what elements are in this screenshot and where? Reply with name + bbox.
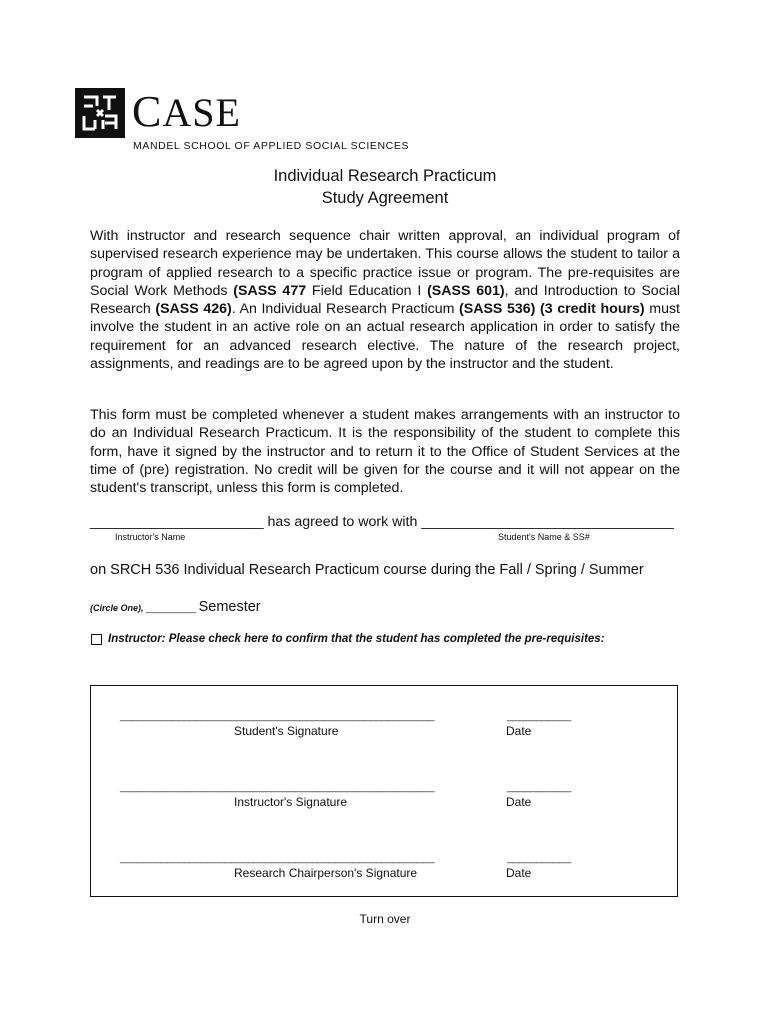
semester-field[interactable]: __________ [143, 603, 199, 613]
turn-over-note: Turn over [359, 912, 411, 926]
chair-signature-field[interactable]: ______________________________________________________ [120, 852, 435, 864]
student-name-field[interactable]: ________________________________ [421, 514, 674, 530]
instructor-name-field[interactable]: ______________________ [90, 514, 264, 530]
student-signature-label: Student's Signature [234, 724, 339, 738]
instructor-date-field[interactable]: ___________ [507, 781, 571, 793]
student-date-field[interactable]: ___________ [507, 710, 571, 722]
logo-wordmark: CASE [132, 87, 241, 136]
chair-signature-label: Research Chairperson's Signature [234, 866, 418, 880]
school-name: MANDEL SCHOOL OF APPLIED SOCIAL SCIENCES [133, 140, 410, 152]
page-subtitle: Study Agreement [321, 189, 449, 207]
chair-date-field[interactable]: ___________ [507, 852, 571, 864]
intro-paragraph: With instructor and research sequence chair written approval, an individual program of supervised research experience may be undertaken. This course allows the student to tailor a program of applied research to a specific practice issue or program. The pre-requisites are Social Work Methods (SASS 477 Field Education I (SASS 601), and Introduction to Social Research (SASS 426). An Individual Research Practicum (SASS 536) (3 credit hours) must involve the student in an active role on an actual research application in order to satisfy the requirement for an advanced research elective. The nature of the research project, assignments, and readings are to be agreed upon by the instructor and the student. [90, 228, 680, 373]
student-date-label: Date [506, 724, 532, 738]
case-logo-icon [75, 88, 125, 138]
agreement-line: ______________________ has agreed to work with ________________________________ [90, 514, 674, 530]
instructor-signature-field[interactable]: ______________________________________________________ [120, 781, 435, 793]
instructions-paragraph: This form must be completed whenever a student makes arrangements with an instructor to do an Individual Research Practicum. It is the responsibility of the student to complete this form, have it signed by the instructor and to return it to the Office of Student Services at the time of (pre) registration. No credit will be given for the course and it will not appear on the student's transcript, unless this form is completed. [90, 407, 680, 497]
semester-line: (Circle One), __________ Semester [90, 599, 261, 615]
course-line: on SRCH 536 Individual Research Practicum course during the Fall / Spring / Summer [90, 562, 644, 578]
prerequisite-check-label: Instructor: Please check here to confirm that the student has completed the pre-requisites: [108, 633, 605, 645]
student-name-label: Student's Name & SS# [498, 532, 590, 542]
instructor-name-label: Instructor's Name [115, 532, 186, 542]
instructor-date-label: Date [506, 795, 532, 809]
student-signature-field[interactable]: ______________________________________________________ [120, 710, 435, 722]
page-title: Individual Research Practicum [273, 167, 497, 185]
chair-date-label: Date [506, 866, 532, 880]
prerequisite-checkbox[interactable] [91, 634, 102, 645]
instructor-signature-label: Instructor's Signature [234, 795, 348, 809]
